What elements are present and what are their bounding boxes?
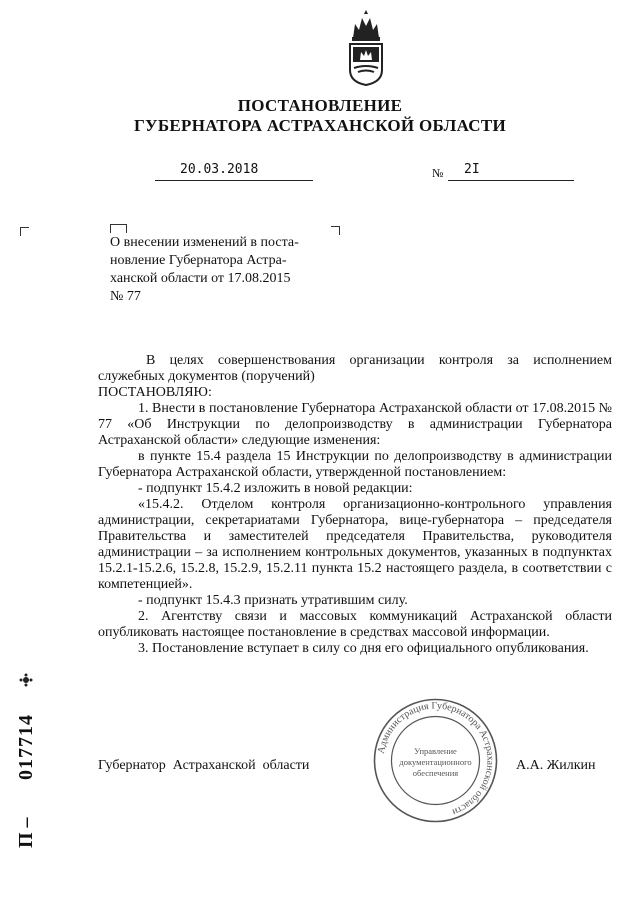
document-date: 20.03.2018 (180, 162, 259, 177)
document-body (98, 353, 612, 657)
clause-1-paragraph: 1. Внести в постановление Губернатора Астраханской области от 17.08.2015 № 77 «Об Инструкции по делопроизводству в администрации Губернатора Астраханской области» следующие изменения: (98, 401, 612, 448)
official-stamp (372, 697, 499, 824)
stamp-line-1: Управление (414, 746, 457, 756)
clause-1-detail: в пункте 15.4 раздела 15 Инструкции по делопроизводству в администрации Губернатора Астраханской области, утвержденной постановлением: (98, 449, 612, 480)
signatory-name: А.А. Жилкин (516, 758, 596, 773)
number-underline (448, 180, 574, 181)
date-underline (155, 180, 313, 181)
subject-corner-right (331, 226, 340, 235)
serial-prefix: П – (15, 817, 37, 848)
stamp-line-3: обеспечения (412, 768, 459, 778)
subclause-15-4-2: - подпункт 15.4.2 изложить в новой редакции: (138, 481, 413, 496)
preamble-paragraph: В целях совершенствования организации контроля за исполнением служебных документов (поручений) (98, 353, 612, 384)
subject-line: ханской области от 17.08.2015 (110, 271, 291, 286)
number-sign: № (432, 166, 444, 180)
new-wording-paragraph: «15.4.2. Отделом контроля организационно-контрольного управления администрации, секретариатами Губернатора, вице-губернатора – председателя Правительства и заместителей председателя Правительства, руководителя администрации – за исполнением контрольных документов, указанных в подпунктах 15.2.1-15.2.6, 15.2.8, 15.2.9, 15.2.11 пункта 15.2 настоящего раздела, в соответствии с компетенцией». (98, 497, 612, 592)
subject-line: № 77 (110, 289, 141, 304)
clause-2-paragraph: 2. Агентству связи и массовых коммуникаций Астраханской области опубликовать настоящее постановление в средствах массовой информации. (98, 609, 612, 640)
left-corner-mark (20, 227, 29, 236)
signatory-position: Губернатор Астраханской области (98, 758, 310, 773)
subject-corner-left-2 (118, 224, 127, 233)
ornament-icon (20, 674, 33, 687)
resolve-heading: ПОСТАНОВЛЯЮ: (98, 385, 212, 400)
document-number: 2I (464, 162, 480, 177)
stamp-outer-text: Администрация Губернатора Астраханской области (375, 700, 496, 818)
stamp-line-2: документационного (399, 757, 472, 767)
subject-line: новление Губернатора Астра- (110, 253, 287, 268)
document-subject (110, 234, 320, 306)
issuer-title: ГУБЕРНАТОРА АСТРАХАНСКОЙ ОБЛАСТИ (133, 116, 507, 135)
document-type-title: ПОСТАНОВЛЕНИЕ (237, 96, 403, 115)
subclause-15-4-3: - подпункт 15.4.3 признать утратившим силу. (138, 593, 408, 608)
serial-number: 017714 (15, 714, 37, 780)
subject-line: О внесении изменений в поста- (110, 235, 299, 250)
clause-3-paragraph: 3. Постановление вступает в силу со дня его официального опубликования. (138, 641, 589, 656)
serial-number-block (6, 672, 46, 852)
coat-of-arms-emblem (343, 8, 389, 86)
